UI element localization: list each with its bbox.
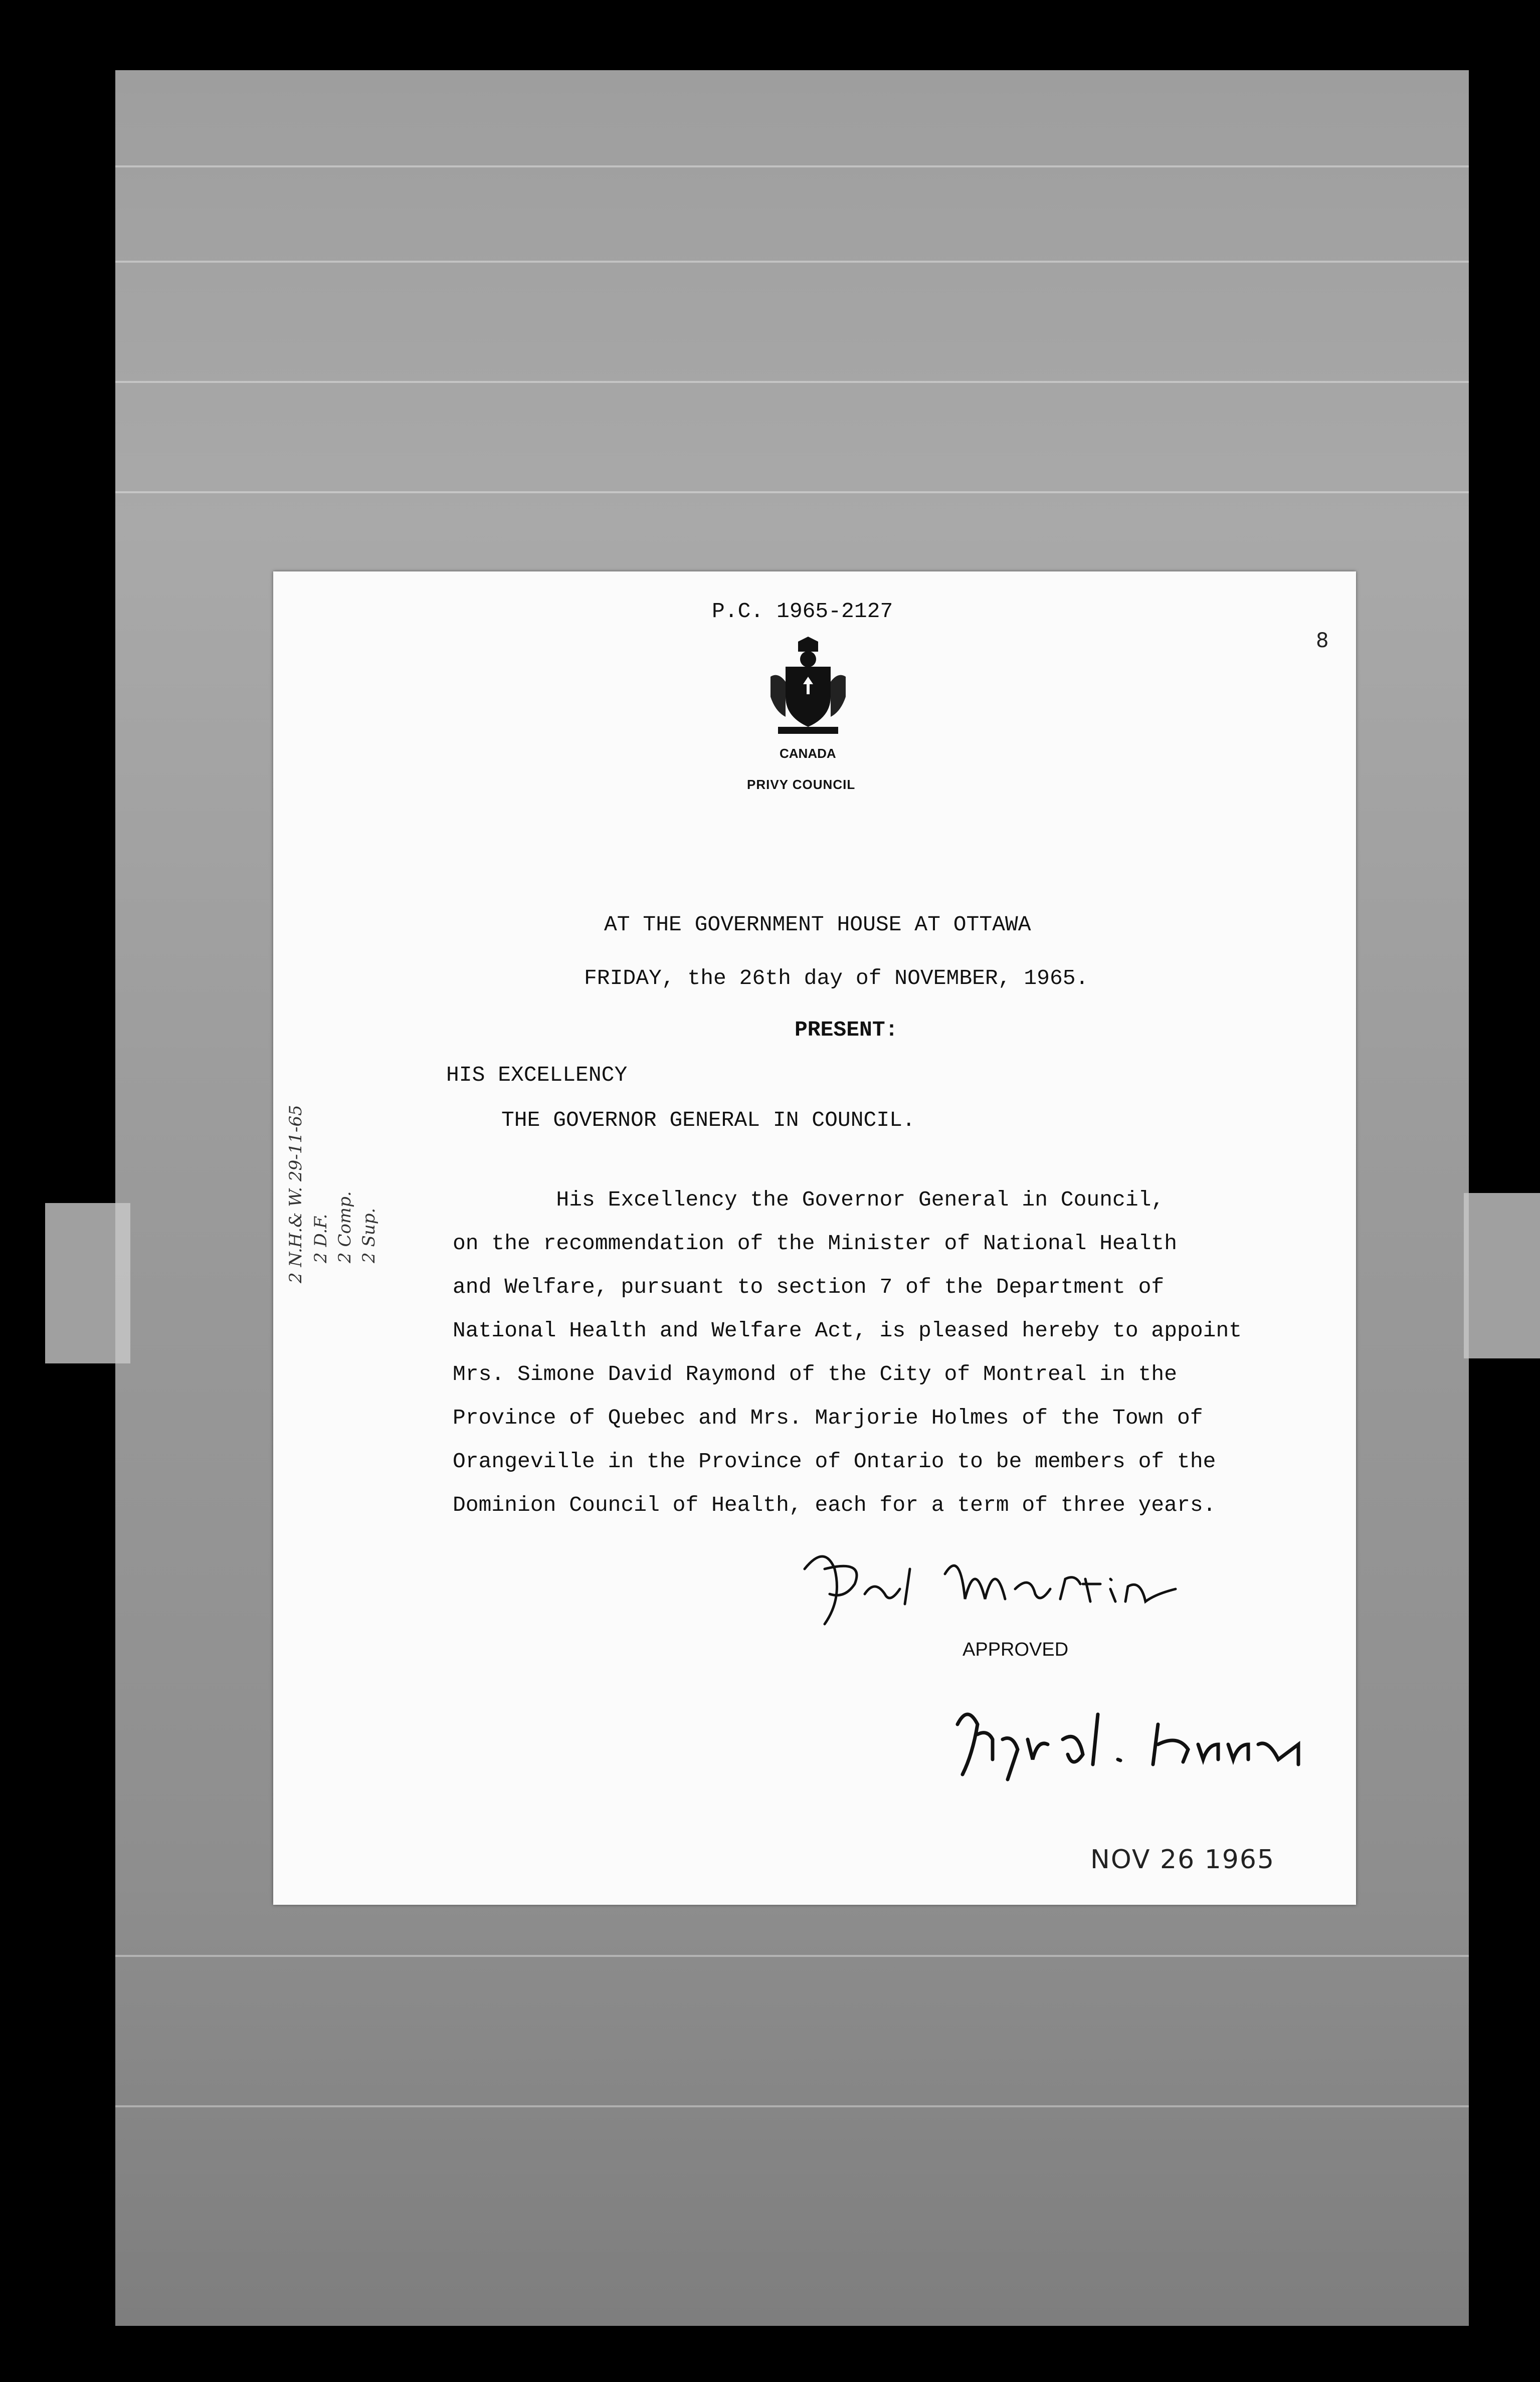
margin-note-distribution: 2 N.H.& W. 29-11-65 [286, 1105, 306, 1283]
excellency-line-1: HIS EXCELLENCY [446, 1063, 628, 1087]
order-number: P.C. 1965-2127 [712, 599, 893, 624]
heading-date: FRIDAY, the 26th day of NOVEMBER, 1965. [584, 966, 1089, 990]
scan-streak [115, 261, 1469, 263]
order-in-council-page [273, 571, 1356, 1905]
body-line: Orangeville in the Province of Ontario to be members of the [453, 1449, 1216, 1474]
crest-caption-body: PRIVY COUNCIL [747, 777, 856, 792]
order-body [453, 1178, 1242, 1527]
tape-right [1464, 1193, 1540, 1358]
margin-note-distribution: 2 D.F. [311, 1214, 331, 1263]
signature-governor-general [947, 1694, 1328, 1795]
date-stamp: NOV 26 1965 [1090, 1845, 1275, 1875]
body-line: Dominion Council of Health, each for a term of three years. [453, 1493, 1216, 1517]
body-line: Mrs. Simone David Raymond of the City of Montreal in the [453, 1362, 1178, 1386]
body-line: on the recommendation of the Minister of National Health [453, 1231, 1178, 1256]
heading-place: AT THE GOVERNMENT HOUSE AT OTTAWA [604, 912, 1031, 937]
scan-streak [115, 1955, 1469, 1957]
present-label: PRESENT: [795, 1018, 898, 1042]
tape-left [45, 1203, 130, 1363]
excellency-line-2: THE GOVERNOR GENERAL IN COUNCIL. [501, 1108, 915, 1132]
scan-streak [115, 2105, 1469, 2107]
scan-streak [115, 165, 1469, 167]
body-line: and Welfare, pursuant to section 7 of the Department of [453, 1275, 1165, 1299]
margin-note-distribution: 2 Comp. [335, 1191, 355, 1263]
canada-crest-icon [765, 637, 851, 742]
body-line: National Health and Welfare Act, is pleased hereby to appoint [453, 1318, 1242, 1343]
scan-streak [115, 381, 1469, 383]
signature-minister [795, 1539, 1186, 1639]
approved-label: APPROVED [963, 1639, 1069, 1660]
crest-caption-country: CANADA [780, 746, 836, 761]
margin-note-distribution: 2 Sup. [359, 1208, 379, 1263]
body-line: Province of Quebec and Mrs. Marjorie Holmes of the Town of [453, 1406, 1203, 1430]
body-line: His Excellency the Governor General in Council, [453, 1187, 1165, 1212]
scan-streak [115, 491, 1469, 493]
page-number: 8 [1316, 629, 1329, 652]
